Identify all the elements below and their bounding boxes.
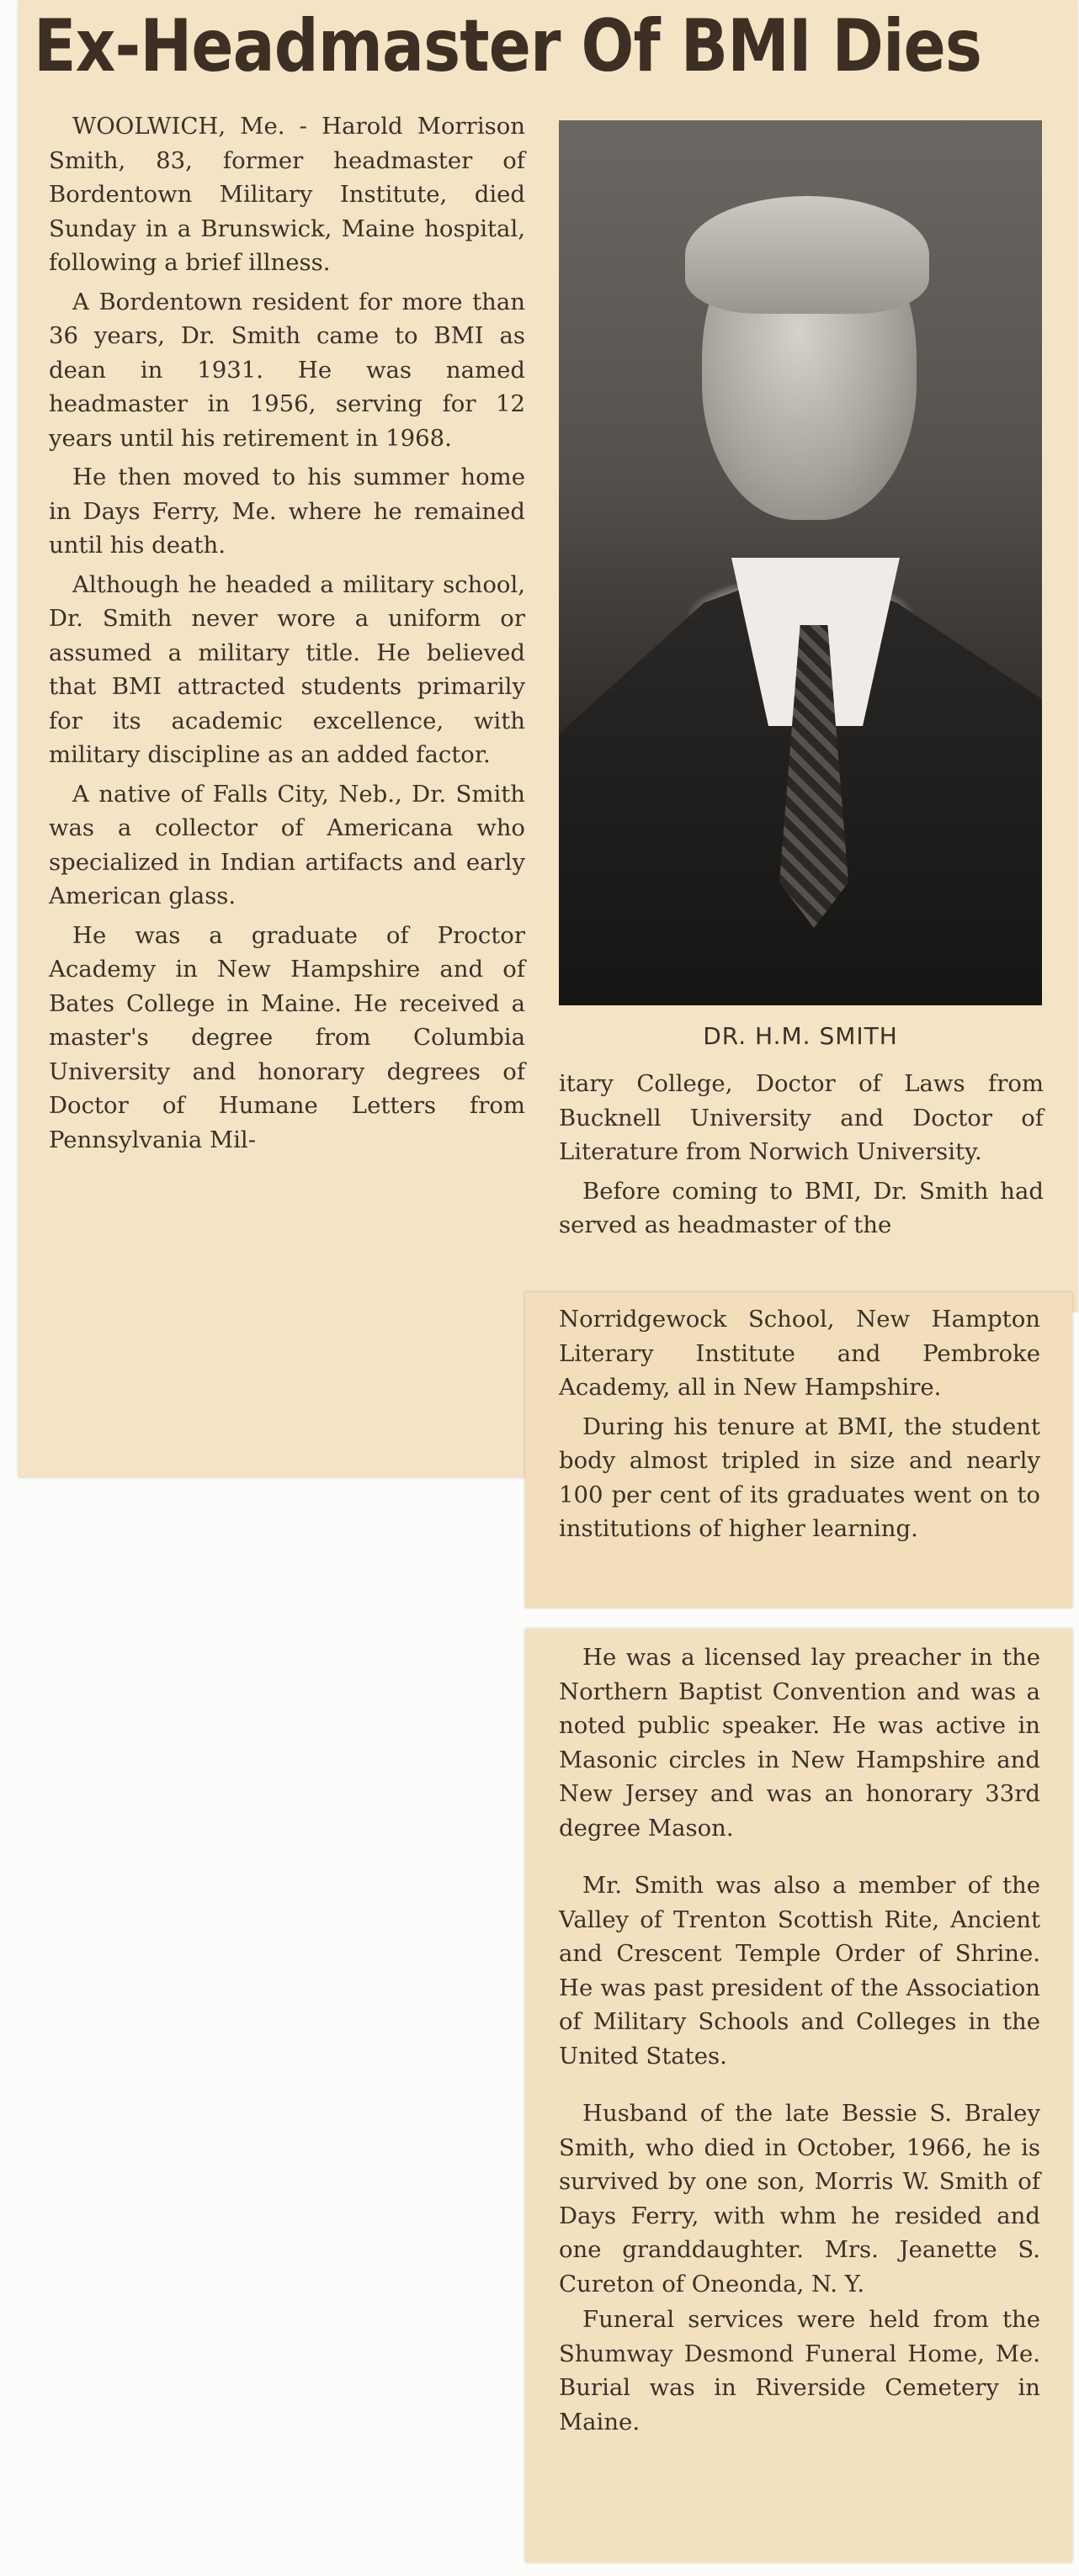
paragraph: A Bordentown resident for more than 36 years, Dr. Smith came to BMI as dean in 1931. He was named headmaster in 1956, serving for 12 years until his retirement in 1968. [49, 288, 525, 452]
paragraph: During his tenure at BMI, the student body almost tripled in size and nearly 100 per cent of its graduates went on to institutions of higher learning. [559, 1413, 1040, 1542]
paragraph: Before coming to BMI, Dr. Smith had served as headmaster of the [559, 1177, 1044, 1238]
article-column-3 [559, 1302, 1040, 1551]
paragraph: WOOLWICH, Me. - Harold Morrison Smith, 83, former headmaster of Bordentown Military Institute, died Sunday in a Brunswick, Maine hospital, following a brief illness. [49, 113, 525, 276]
paragraph: He was a licensed lay preacher in the Northern Baptist Convention and was a noted public speaker. He was active in Masonic circles in New Hampshire and New Jersey and was an honorary 33rd degree Mason. [559, 1644, 1040, 1842]
article-column-2 [559, 1067, 1044, 1248]
paragraph: A native of Falls City, Neb., Dr. Smith was a collector of Americana who specialized in Indian artifacts and early American glass. [49, 780, 525, 909]
paragraph: itary College, Doctor of Laws from Bucknell University and Doctor of Literature from Norwich University. [559, 1070, 1044, 1165]
paragraph: Funeral services were held from the Shumway Desmond Funeral Home, Me. Burial was in Riverside Cemetery in Maine. [559, 2306, 1040, 2436]
article-column-1 [49, 109, 525, 1162]
photo-hair [685, 196, 929, 314]
headline: Ex-Headmaster Of BMI Dies [34, 4, 982, 88]
paragraph: He then moved to his summer home in Days Ferry, Me. where he remained until his death. [49, 464, 525, 559]
paragraph: Mr. Smith was also a member of the Valley of Trenton Scottish Rite, Ancient and Crescent Temple Order of Shrine. He was past president of the Association of Military Schools and Colleges in the United States. [559, 1872, 1040, 2070]
portrait-photo [559, 120, 1042, 1005]
paragraph: Husband of the late Bessie S. Braley Smith, who died in October, 1966, he is survived by one son, Morris W. Smith of Days Ferry, with whm he resided and one granddaughter. Mrs. Jeanette S. Cureton of Oneonda, N. Y. [559, 2100, 1040, 2298]
paragraph: Norridgewock School, New Hampton Literary Institute and Pembroke Academy, all in New Hampshire. [559, 1306, 1040, 1401]
paragraph: Although he headed a military school, Dr. Smith never wore a uniform or assumed a military title. He believed that BMI attracted students primarily for its academic excellence, with military discipline as an added factor. [49, 570, 525, 768]
photo-caption: DR. H.M. SMITH [703, 1022, 898, 1050]
paragraph: He was a graduate of Proctor Academy in New Hampshire and of Bates College in Maine. He received a master's degree from Columbia University and honorary degrees of Doctor of Humane Letters from Pennsylvania Mil- [49, 921, 525, 1153]
article-column-4 [559, 1640, 1040, 2462]
